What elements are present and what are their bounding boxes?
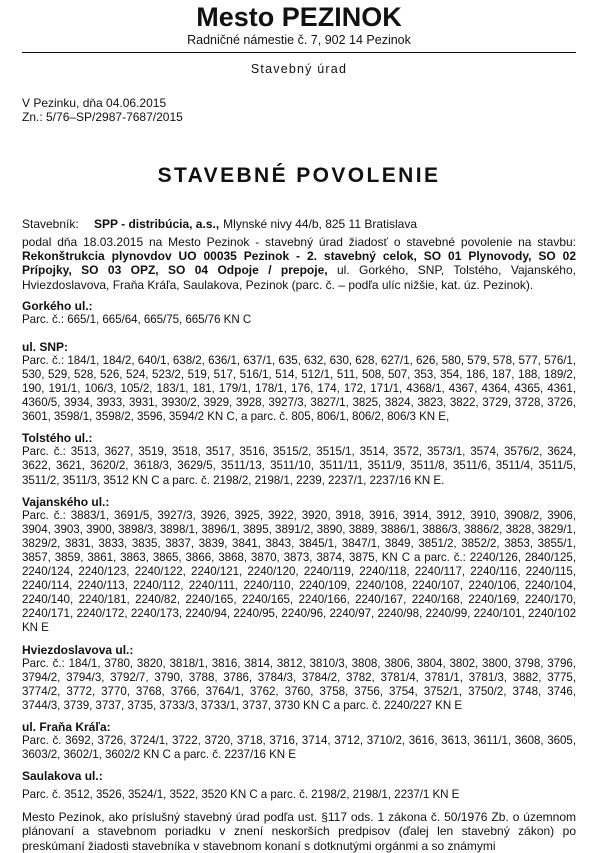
parcel-list: Parc. č.: 3513, 3627, 3519, 3518, 3517, 3516, 3515/2, 3515/1, 3514, 3572, 3573/1, 3574, 3576/2, 3624, 3622, 3621, 3620/2, 3618/3, 3629/5, 3511/13, 3511/10, 3511/11, 3511/9, 3511/8, 3511/6, 3511/4, 3511/5, 3511/2, 3511/3, 3512 KN C a parc. č. 2198/2, 2198/1, 2239, 2237/1, 2237/16 KN E. xyxy=(22,445,576,487)
parcel-list: Parc. č.: 184/1, 184/2, 640/1, 638/2, 636/1, 637/1, 635, 632, 630, 628, 627/1, 626, 580, 579, 578, 577, 576/1, 530, 529, 528, 526, 524, 523/2, 519, 517, 516/1, 514, 512/1, 511, 508, 507, 353, 354, 186, 187, 188, 189/2, 190, 191/1, 106/3, 105/2, 183/1, 181, 179/1, 178/1, 176, 174, 172, 171/1, 4368/1, 4367, 4364, 4365, 4361, 4360/5, 3934, 3933, 3931, 3930/2, 3929, 3928, 3927/3, 3827/1, 3825, 3824, 3823, 3822, 3729, 3728, 3726, 3601, 3598/1, 3598/2, 3596, 3594/2 KN C, a parc. č. 805, 806/1, 806/2, 806/3 KN E, xyxy=(22,353,576,424)
parcel-list: Parc. č.: 184/1, 3780, 3820, 3818/1, 3816, 3814, 3812, 3810/3, 3808, 3806, 3804, 3802, 3800, 3798, 3796, 3794/2, 3794/3, 3792/7, 3790, 3788, 3786, 3784/3, 3784/2, 3782, 3781/4, 3781/1, 3781/3, 3882, 3775, 3774/2, 3772, 3770, 3768, 3766, 3764/1, 3762, 3760, 3758, 3756, 3754, 3752/1, 3750/2, 3748, 3746, 3744/3, 3739, 3737, 3735, 3733/3, 3733/1, 3737, 3730 KN C a parc. č. 2240/227 KN E xyxy=(22,656,576,712)
project-location: ul. Gorkého, SNP, Tolstého, Vajanského, Hviezdoslavova, Fraňa Kráľa, Saulakova, Pezinok (parc. č. – podľa ulíc nižšie, kat. úz. Pezinok). xyxy=(22,263,576,292)
applicant-name: SPP - distribúcia, a.s., xyxy=(94,217,220,231)
parcel-list: Parc. č.: 3883/1, 3691/5, 3927/3, 3926, 3925, 3922, 3920, 3918, 3916, 3914, 3912, 3910, 3908/2, 3906, 3904, 3903, 3900, 3898/3, 3898/1, 3896/1, 3895, 3891/2, 3890, 3889, 3886/1, 3886/3, 3886/2, 3828, 3829/1, 3829/2, 3831, 3833, 3835, 3837, 3839, 3841, 3843, 3845/1, 3847/1, 3849, 3851/2, 3852/2, 3853, 3855/1, 3857, 3859, 3861, 3863, 3865, 3866, 3868, 3870, 3873, 3874, 3875, KN C a parc. č.: 2240/126, 2840/125, 2240/124, 2240/123, 2240/122, 2240/121, 2240/120, 2240/119, 2240/118, 2240/117, 2240/116, 2240/115, 2240/114, 2240/113, 2240/112, 2240/111, 2240/110, 2240/109, 2240/108, 2240/107, 2240/106, 2240/104, 2240/140, 2240/181, 2240/82, 2240/165, 2240/165, 2240/166, 2240/167, 2240/168, 2240/169, 2240/170, 2240/171, 2240/172, 2240/173, 2240/94, 2240/95, 2240/96, 2240/97, 2240/98, 2240/99, 2240/101, 2240/102 KN E xyxy=(22,508,576,635)
office-name: Stavebný úrad xyxy=(250,62,348,76)
municipality-address: Radničné námestie č. 7, 902 14 Pezinok xyxy=(187,33,411,47)
parcel-list: Parc. č. 3512, 3526, 3524/1, 3522, 3520 KN C a parc. č. 2198/2, 2198/1, 2237/1 KN E xyxy=(22,788,460,802)
closing-paragraph: Mesto Pezinok, ako príslušný stavebný úrad podľa ust. §117 ods. 1 zákona č. 50/1976 Zb. o územnom plánovaní a stavebnom poriadku v znení neskorších predpisov (ďalej len stavebný zákon) po preskúmaní žiadosti stavebníka v stavebnom konaní s dotknutými orgánmi a so známymi xyxy=(22,810,576,853)
document-title: STAVEBNÉ POVOLENIE xyxy=(157,164,441,187)
applicant-label: Stavebník: xyxy=(22,217,79,231)
request-paragraph xyxy=(22,235,576,292)
street-name: Tolstého ul.: xyxy=(22,431,93,446)
letterhead xyxy=(22,1,576,52)
reference-number: Zn.: 5/76–SP/2987-7687/2015 xyxy=(22,110,183,124)
header-divider xyxy=(22,52,576,53)
street-section xyxy=(22,431,576,487)
street-section xyxy=(22,720,576,762)
municipality-name: Mesto PEZINOK xyxy=(196,2,402,32)
street-section xyxy=(22,769,576,802)
parcel-list: Parc. č. 3692, 3726, 3724/1, 3722, 3720, 3718, 3716, 3714, 3712, 3710/2, 3616, 3613, 3611/1, 3608, 3605, 3603/2, 3602/1, 3602/2 KN C a parc. č. 2237/16 KN E xyxy=(22,733,576,761)
street-name: Hviezdoslavova ul.: xyxy=(22,642,134,657)
document-meta xyxy=(22,96,576,124)
street-section xyxy=(22,299,576,327)
street-section xyxy=(22,340,576,424)
document-page xyxy=(0,1,600,851)
request-intro: podal dňa 18.03.2015 na Mesto Pezinok - stavebný úrad žiadosť o stavebné povolenie na stavbu: xyxy=(22,235,576,249)
street-section xyxy=(22,643,576,713)
applicant-line xyxy=(22,217,576,231)
parcel-list: Parc. č.: 665/1, 665/64, 665/75, 665/76 KN C xyxy=(22,312,252,326)
date-line: V Pezinku, dňa 04.06.2015 xyxy=(22,96,167,110)
street-name: Gorkého ul.: xyxy=(22,298,93,313)
street-name: ul. SNP: xyxy=(22,339,69,354)
project-name: Rekonštrukcia plynovdov UO 00035 Pezinok - 2. stavebný celok, SO 01 Plynovody, SO 02 Prípojky, SO 03 OPZ, SO 04 Odpoje / prepoje, xyxy=(22,249,576,278)
street-section xyxy=(22,495,576,636)
street-name: Saulakova ul.: xyxy=(22,769,103,784)
applicant-address: Mlynské nivy 44/b, 825 11 Bratislava xyxy=(223,217,418,231)
street-name: Vajanského ul.: xyxy=(22,494,110,509)
street-name: ul. Fraňa Kráľa: xyxy=(22,719,111,734)
